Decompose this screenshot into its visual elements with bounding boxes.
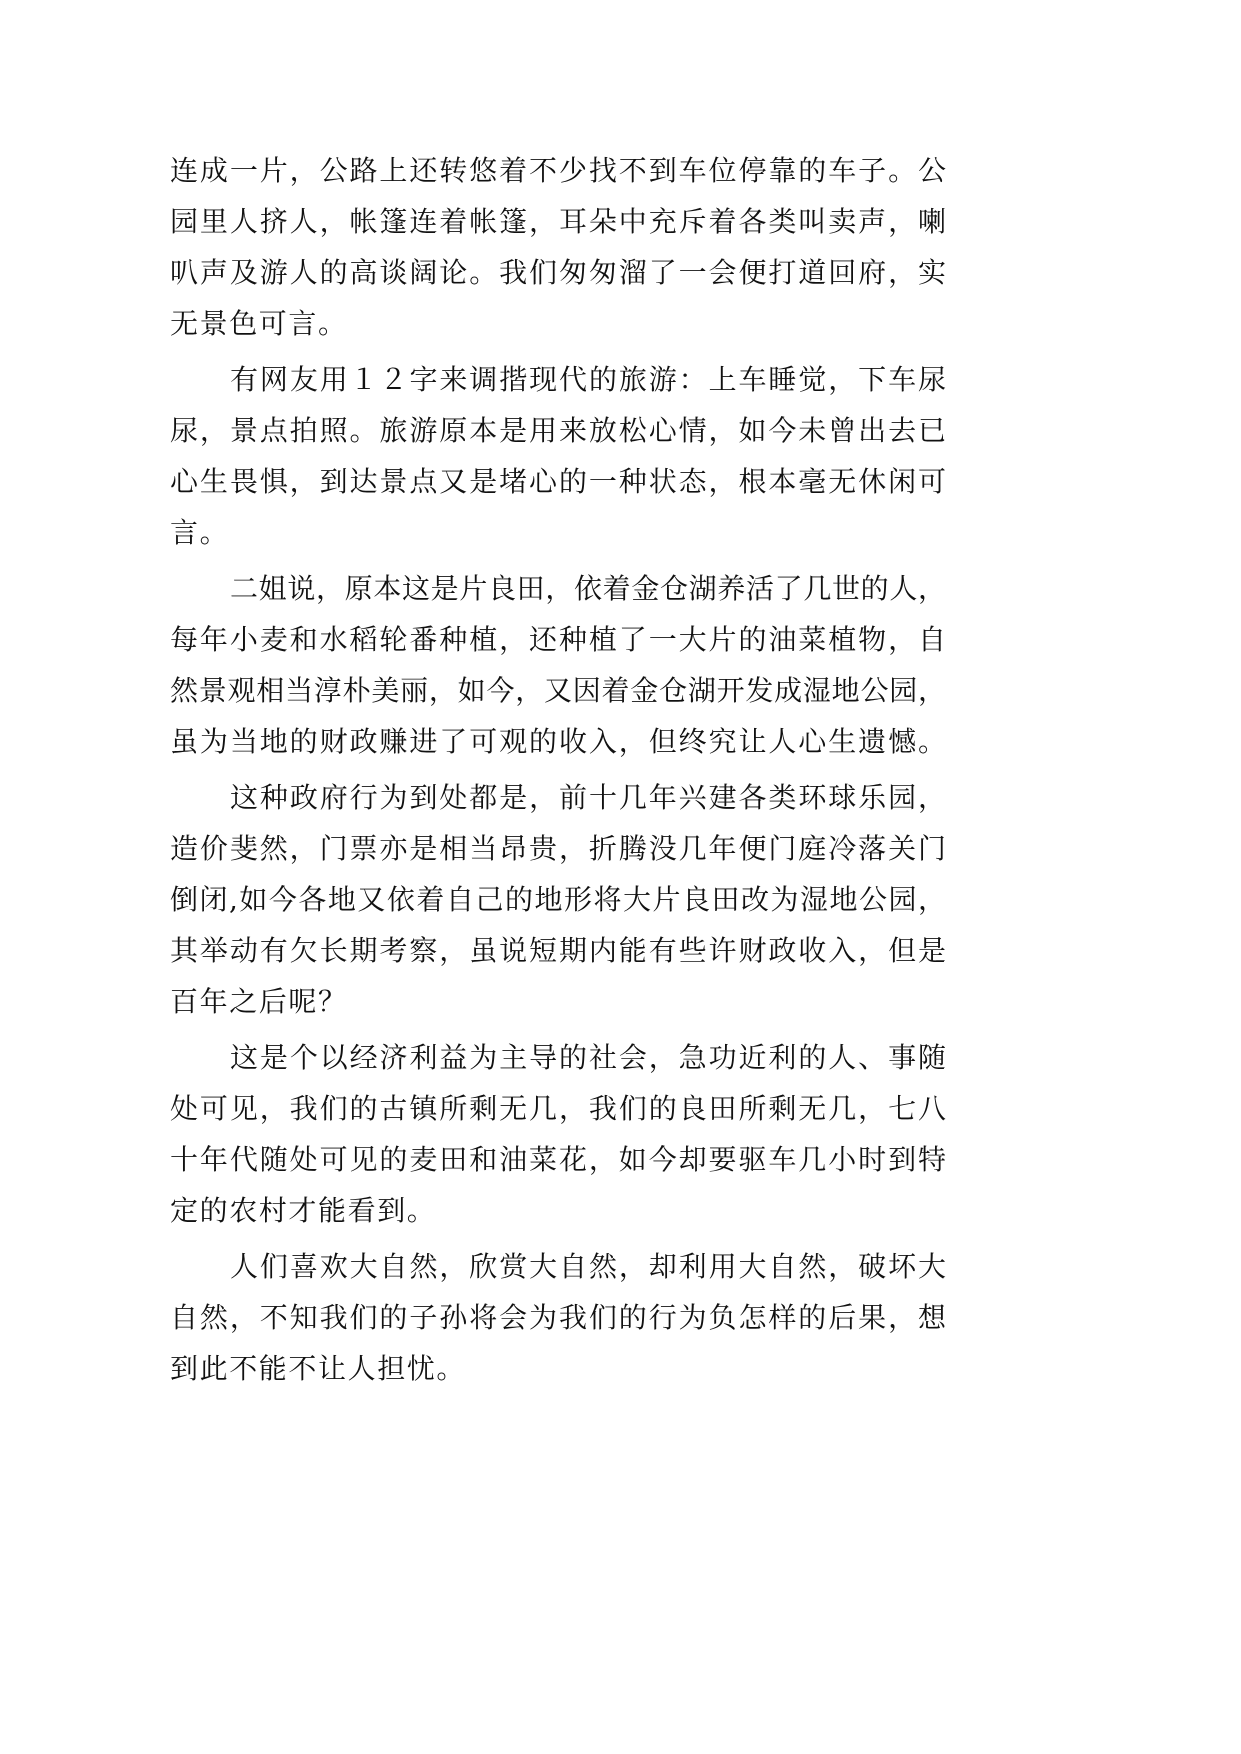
text-line: 园里人挤人，帐篷连着帐篷，耳朵中充斥着各类叫卖声，喇 (170, 205, 946, 238)
text-line: 每年小麦和水稻轮番种植，还种植了一大片的油菜植物，自 (170, 623, 946, 656)
text-line: 自然，不知我们的子孙将会为我们的行为负怎样的后果，想 (170, 1301, 946, 1334)
text-line: 倒闭,如今各地又依着自己的地形将大片良田改为湿地公园， (170, 883, 946, 916)
text-line: 十年代随处可见的麦田和油菜花，如今却要驱车几小时到特 (170, 1143, 946, 1176)
text-line: 二姐说，原本这是片良田，依着金仓湖养活了几世的人， (230, 572, 946, 605)
text-line: 造价斐然，门票亦是相当昂贵，折腾没几年便门庭冷落关门 (170, 832, 946, 865)
text-line: 虽为当地的财政赚进了可观的收入，但终究让人心生遗憾。 (170, 725, 946, 758)
text-line: 尿，景点拍照。旅游原本是用来放松心情，如今未曾出去已 (170, 414, 946, 447)
paragraph (170, 354, 946, 558)
paragraph (170, 145, 946, 349)
text-line: 定的农村才能看到。 (170, 1194, 437, 1227)
text-line: 这是个以经济利益为主导的社会，急功近利的人、事随 (230, 1041, 946, 1074)
paragraph (170, 563, 946, 767)
paragraph (170, 772, 946, 1027)
paragraph (170, 1032, 946, 1236)
text-line: 到此不能不让人担忧。 (170, 1352, 467, 1385)
paragraph (170, 1241, 946, 1394)
text-line: 连成一片，公路上还转悠着不少找不到车位停靠的车子。公 (170, 154, 946, 187)
text-line: 言。 (170, 516, 230, 549)
text-line: 心生畏惧，到达景点又是堵心的一种状态，根本毫无休闲可 (170, 465, 946, 498)
article-body (170, 145, 946, 1394)
text-line: 人们喜欢大自然，欣赏大自然，却利用大自然，破坏大 (230, 1250, 946, 1283)
text-line: 然景观相当淳朴美丽，如今，又因着金仓湖开发成湿地公园， (170, 674, 946, 707)
text-line: 这种政府行为到处都是，前十几年兴建各类环球乐园， (230, 781, 946, 814)
text-line: 无景色可言。 (170, 307, 348, 340)
text-line: 有网友用１２字来调揩现代的旅游：上车睡觉，下车尿 (230, 363, 946, 396)
text-line: 叭声及游人的高谈阔论。我们匆匆溜了一会便打道回府，实 (170, 256, 946, 289)
text-line: 处可见，我们的古镇所剩无几，我们的良田所剩无几，七八 (170, 1092, 946, 1125)
text-line: 百年之后呢？ (170, 985, 348, 1018)
text-line: 其举动有欠长期考察，虽说短期内能有些许财政收入，但是 (170, 934, 946, 967)
